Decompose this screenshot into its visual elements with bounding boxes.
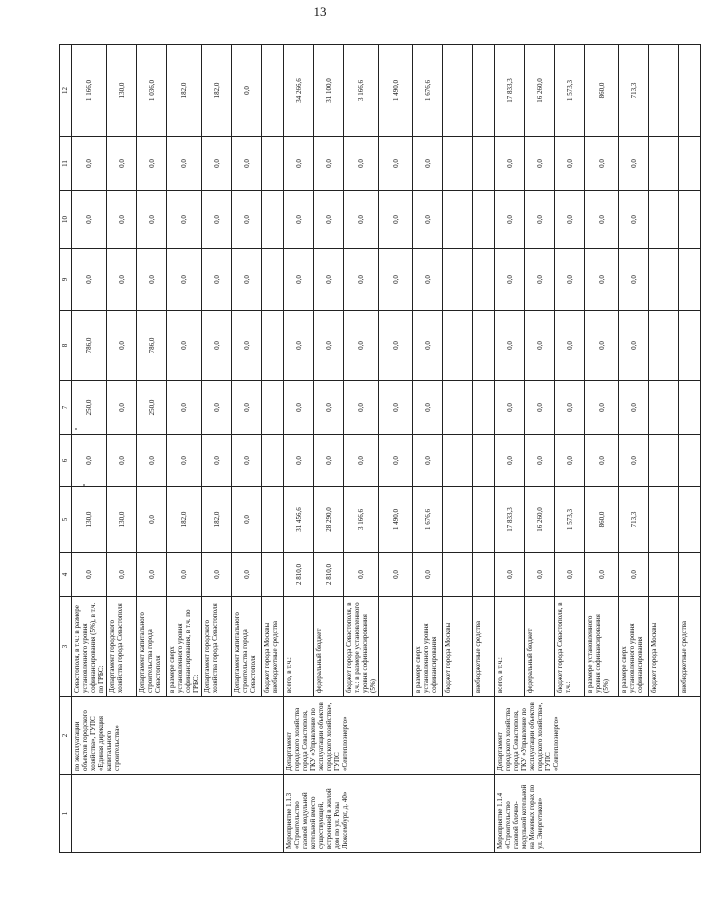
amount-cell: 0,0 xyxy=(107,553,137,597)
amount-cell: 0,0 xyxy=(107,311,137,381)
amount-cell xyxy=(262,381,284,435)
amount-cell: 0,0 xyxy=(413,553,443,597)
amount-cell xyxy=(679,435,701,487)
amount-cell: 0,0 xyxy=(72,191,107,249)
amount-cell: 0,0 xyxy=(344,249,379,311)
funding-source-cell: в размере сверх установленного уровня софинансирования xyxy=(619,597,649,697)
amount-cell: 0,0 xyxy=(167,435,202,487)
amount-cell: 0,0 xyxy=(495,137,525,191)
amount-cell: 0,0 xyxy=(555,249,585,311)
amount-cell: 0,0 xyxy=(619,191,649,249)
amount-cell: 0,0 xyxy=(379,381,413,435)
amount-cell: 0,0 xyxy=(202,553,232,597)
amount-cell: 0,0 xyxy=(585,381,619,435)
amount-cell: 0,0 xyxy=(413,311,443,381)
column-number: 6 xyxy=(60,435,72,487)
amount-cell: 182,0 xyxy=(202,45,232,137)
amount-cell: 130,0 xyxy=(107,487,137,553)
amount-cell: 0,0 xyxy=(314,137,344,191)
funding-source-cell: бюджет города Москвы xyxy=(443,597,473,697)
funding-source-cell: Департамент капитального строительства города Севастополя xyxy=(137,597,167,697)
amount-cell: 0,0 xyxy=(284,381,314,435)
funding-source-cell: внебюджетные средства xyxy=(679,597,701,697)
amount-cell: 0,0 xyxy=(232,311,262,381)
amount-cell: 182,0 xyxy=(167,45,202,137)
amount-cell: 2 810,0 xyxy=(284,553,314,597)
amount-cell: 0,0 xyxy=(202,249,232,311)
amount-cell: 860,0 xyxy=(585,487,619,553)
amount-cell: 0,0 xyxy=(585,435,619,487)
amount-cell: 0,0 xyxy=(555,137,585,191)
table-row xyxy=(72,45,107,853)
amount-cell: 0,0 xyxy=(555,381,585,435)
amount-cell xyxy=(679,191,701,249)
amount-cell: 0,0 xyxy=(585,553,619,597)
amount-cell xyxy=(443,381,473,435)
amount-cell: 0,0 xyxy=(495,435,525,487)
funding-source-cell: бюджет города Севастополя, в т.ч.: в размере установленного уровня софинансирования (5%) xyxy=(344,597,379,697)
amount-cell: 28 290,0 xyxy=(314,487,344,553)
amount-cell: 0,0 xyxy=(555,191,585,249)
amount-cell xyxy=(473,249,495,311)
amount-cell: 0,0 xyxy=(585,249,619,311)
amount-cell xyxy=(262,311,284,381)
amount-cell xyxy=(473,381,495,435)
funding-source-cell: в размере установленного уровня софинансирования (5%) xyxy=(585,597,619,697)
amount-cell: 0,0 xyxy=(495,311,525,381)
amount-cell: 0,0 xyxy=(107,191,137,249)
table-row xyxy=(284,45,314,853)
amount-cell: 0,0 xyxy=(413,191,443,249)
amount-cell: 0,0 xyxy=(137,249,167,311)
amount-cell: 0,0 xyxy=(379,137,413,191)
page-number: 13 xyxy=(313,4,327,19)
amount-cell: 0,0 xyxy=(379,191,413,249)
amount-cell: 0,0 xyxy=(585,311,619,381)
amount-cell: 0,0 xyxy=(202,435,232,487)
funding-source-cell: в размере сверх установленного уровня софинансирования xyxy=(413,597,443,697)
amount-cell: 0,0 xyxy=(232,249,262,311)
amount-cell: 0,0 xyxy=(314,249,344,311)
amount-cell: 0,0 xyxy=(137,487,167,553)
amount-cell xyxy=(443,487,473,553)
amount-cell: 2 810,0 xyxy=(314,553,344,597)
amount-cell xyxy=(443,435,473,487)
amount-cell: 34 266,6 xyxy=(284,45,314,137)
header-row xyxy=(60,45,72,853)
amount-cell xyxy=(649,45,679,137)
amount-cell: 786,0 xyxy=(72,311,107,381)
amount-cell xyxy=(262,553,284,597)
amount-cell: 250,0 xyxy=(137,381,167,435)
amount-cell: 0,0 xyxy=(232,381,262,435)
customer-cell: по эксплуатации объектов городского хозяйства», ГУПС «Единая дирекция капитального строительства» xyxy=(72,697,284,775)
amount-cell: 0,0 xyxy=(314,435,344,487)
amount-cell xyxy=(473,311,495,381)
amount-cell: 0,0 xyxy=(619,137,649,191)
amount-cell: 0,0 xyxy=(107,137,137,191)
amount-cell: 182,0 xyxy=(167,487,202,553)
amount-cell: 0,0 xyxy=(107,249,137,311)
amount-cell: 250,0 xyxy=(72,381,107,435)
column-number: 9 xyxy=(60,249,72,311)
column-number: 3 xyxy=(60,597,72,697)
amount-cell xyxy=(262,191,284,249)
amount-cell: 130,0 xyxy=(107,45,137,137)
funding-source-cell: внебюджетные средства xyxy=(473,597,495,697)
amount-cell: 0,0 xyxy=(167,553,202,597)
amount-cell: 1 676,6 xyxy=(413,487,443,553)
amount-cell xyxy=(473,553,495,597)
table-row xyxy=(495,45,525,853)
amount-cell: 0,0 xyxy=(202,381,232,435)
customer-cell: Департамент городского хозяйства города Севастополя, ГКУ «Управление по эксплуатации объектов городского хозяйства», ГУПС «Севтеплоэнерго» xyxy=(284,697,495,775)
amount-cell: 1 490,0 xyxy=(379,487,413,553)
amount-cell xyxy=(443,311,473,381)
amount-cell xyxy=(679,381,701,435)
amount-cell: 0,0 xyxy=(167,137,202,191)
column-number: 2 xyxy=(60,697,72,775)
amount-cell: 0,0 xyxy=(619,249,649,311)
amount-cell: 0,0 xyxy=(379,553,413,597)
amount-cell: 0,0 xyxy=(525,191,555,249)
funding-source-cell: Департамент городского хозяйства города Севастополя xyxy=(202,597,232,697)
amount-cell: 0,0 xyxy=(137,191,167,249)
amount-cell xyxy=(262,249,284,311)
amount-cell: 0,0 xyxy=(72,553,107,597)
amount-cell xyxy=(262,487,284,553)
amount-cell: 0,0 xyxy=(202,191,232,249)
column-number: 11 xyxy=(60,137,72,191)
amount-cell: 31 100,0 xyxy=(314,45,344,137)
amount-cell xyxy=(473,487,495,553)
amount-cell xyxy=(443,553,473,597)
amount-cell xyxy=(649,553,679,597)
amount-cell: 860,0 xyxy=(585,45,619,137)
amount-cell: 16 260,0 xyxy=(525,45,555,137)
amount-cell: 0,0 xyxy=(619,435,649,487)
amount-cell: 0,0 xyxy=(72,137,107,191)
amount-cell: 0,0 xyxy=(344,553,379,597)
amount-cell: 0,0 xyxy=(284,137,314,191)
event-name-cell xyxy=(72,775,284,853)
amount-cell: 182,0 xyxy=(202,487,232,553)
amount-cell: 0,0 xyxy=(107,381,137,435)
amount-cell: 0,0 xyxy=(555,311,585,381)
amount-cell xyxy=(443,249,473,311)
amount-cell: 0,0 xyxy=(107,435,137,487)
amount-cell xyxy=(649,191,679,249)
amount-cell: 1 573,3 xyxy=(555,487,585,553)
amount-cell: 1 036,0 xyxy=(137,45,167,137)
column-number: 4 xyxy=(60,553,72,597)
amount-cell: 0,0 xyxy=(72,435,107,487)
amount-cell: 0,0 xyxy=(525,381,555,435)
amount-cell: 0,0 xyxy=(525,553,555,597)
funding-source-cell: федеральный бюджет xyxy=(314,597,344,697)
amount-cell: 0,0 xyxy=(137,137,167,191)
amount-cell xyxy=(649,311,679,381)
amount-cell xyxy=(649,137,679,191)
amount-cell: 0,0 xyxy=(525,435,555,487)
amount-cell xyxy=(649,435,679,487)
amount-cell xyxy=(262,137,284,191)
customer-cell: Департамент городского хозяйства города Севастополя, ГКУ «Управление по эксплуатации объектов городского хозяйства», ГУПС «Севтеплоэнерго» xyxy=(495,697,701,775)
amount-cell: 0,0 xyxy=(167,249,202,311)
amount-cell: 0,0 xyxy=(495,381,525,435)
amount-cell: 0,0 xyxy=(585,191,619,249)
amount-cell: 0,0 xyxy=(413,249,443,311)
amount-cell xyxy=(473,45,495,137)
amount-cell: 0,0 xyxy=(525,137,555,191)
amount-cell xyxy=(649,487,679,553)
funding-source-cell: бюджет города Севастополя, в т.ч.: xyxy=(555,597,585,697)
budget-table xyxy=(59,44,701,853)
amount-cell: 31 456,6 xyxy=(284,487,314,553)
amount-cell: 0,0 xyxy=(413,381,443,435)
amount-cell: 0,0 xyxy=(413,435,443,487)
amount-cell: 0,0 xyxy=(495,249,525,311)
amount-cell: 0,0 xyxy=(167,191,202,249)
amount-cell: 0,0 xyxy=(525,249,555,311)
funding-source-cell: Департамент капитального строительства города Севастополя xyxy=(232,597,262,697)
amount-cell xyxy=(679,137,701,191)
amount-cell: 1 166,0 xyxy=(72,45,107,137)
event-name-cell: Мероприятие 1.1.3 «Строительство газовой модульной котельной вместо существующей, встроенной в жилой дом по ул. Розы Люксембург, д. 40» xyxy=(284,775,495,853)
amount-cell: 0,0 xyxy=(314,191,344,249)
amount-cell: 0,0 xyxy=(619,553,649,597)
funding-source-cell xyxy=(379,597,413,697)
amount-cell xyxy=(473,137,495,191)
amount-cell: 0,0 xyxy=(72,249,107,311)
amount-cell: 0,0 xyxy=(232,191,262,249)
event-name-cell: Мероприятие 1.1.4 «Строительство газовой блочно-модульной котельной на Межевых горах по ул. Энергетиков» xyxy=(495,775,701,853)
funding-source-cell: в размере сверх установленного уровня софинансирования, в т.ч. по ГРБС: xyxy=(167,597,202,697)
amount-cell: 0,0 xyxy=(525,311,555,381)
amount-cell: 0,0 xyxy=(232,553,262,597)
amount-cell: 0,0 xyxy=(314,311,344,381)
amount-cell: 0,0 xyxy=(495,553,525,597)
column-number: 10 xyxy=(60,191,72,249)
amount-cell: 0,0 xyxy=(344,137,379,191)
amount-cell: 3 166,6 xyxy=(344,45,379,137)
amount-cell: 0,0 xyxy=(232,45,262,137)
amount-cell: 0,0 xyxy=(495,191,525,249)
amount-cell: 0,0 xyxy=(137,435,167,487)
amount-cell: 3 166,6 xyxy=(344,487,379,553)
amount-cell: 0,0 xyxy=(344,435,379,487)
column-number: 5 xyxy=(60,487,72,553)
funding-source-cell: бюджет города Москвы внебюджетные средства xyxy=(262,597,284,697)
amount-cell xyxy=(679,487,701,553)
amount-cell: 0,0 xyxy=(379,435,413,487)
amount-cell: 0,0 xyxy=(137,553,167,597)
column-number: 1 xyxy=(60,775,72,853)
amount-cell xyxy=(443,191,473,249)
amount-cell: 0,0 xyxy=(284,249,314,311)
column-number: 12 xyxy=(60,45,72,137)
amount-cell: 0,0 xyxy=(585,137,619,191)
amount-cell: 0,0 xyxy=(619,381,649,435)
funding-source-cell: всего, в т.ч.: xyxy=(495,597,525,697)
amount-cell: 0,0 xyxy=(232,435,262,487)
budget-table-rotated xyxy=(59,45,688,853)
amount-cell: 1 573,3 xyxy=(555,45,585,137)
amount-cell: 0,0 xyxy=(314,381,344,435)
amount-cell: 0,0 xyxy=(344,311,379,381)
amount-cell: 0,0 xyxy=(284,191,314,249)
funding-source-cell: бюджет города Москвы xyxy=(649,597,679,697)
funding-source-cell: всего, в т.ч.: xyxy=(284,597,314,697)
amount-cell xyxy=(649,381,679,435)
amount-cell xyxy=(679,249,701,311)
amount-cell: 0,0 xyxy=(202,137,232,191)
amount-cell: 0,0 xyxy=(555,435,585,487)
amount-cell: 1 676,6 xyxy=(413,45,443,137)
amount-cell: 0,0 xyxy=(167,311,202,381)
amount-cell xyxy=(443,45,473,137)
amount-cell xyxy=(679,311,701,381)
amount-cell: 0,0 xyxy=(284,311,314,381)
amount-cell xyxy=(262,435,284,487)
amount-cell xyxy=(443,137,473,191)
amount-cell: 17 833,3 xyxy=(495,487,525,553)
amount-cell xyxy=(649,249,679,311)
amount-cell: 0,0 xyxy=(619,311,649,381)
amount-cell: 713,3 xyxy=(619,45,649,137)
amount-cell: 130,0 xyxy=(72,487,107,553)
amount-cell: 0,0 xyxy=(167,381,202,435)
amount-cell: 0,0 xyxy=(232,487,262,553)
amount-cell: 0,0 xyxy=(232,137,262,191)
funding-source-cell: Севастополя, в т.ч.: в размере установленного уровня софинансирования (5%), в т.ч. по ГРБС: xyxy=(72,597,107,697)
amount-cell: 1 490,0 xyxy=(379,45,413,137)
amount-cell: 0,0 xyxy=(344,191,379,249)
amount-cell: 786,0 xyxy=(137,311,167,381)
amount-cell: 713,3 xyxy=(619,487,649,553)
amount-cell: 16 260,0 xyxy=(525,487,555,553)
amount-cell xyxy=(679,45,701,137)
amount-cell xyxy=(679,553,701,597)
column-number: 7 xyxy=(60,381,72,435)
amount-cell: 0,0 xyxy=(379,249,413,311)
amount-cell: 0,0 xyxy=(379,311,413,381)
funding-source-cell: федеральный бюджет xyxy=(525,597,555,697)
amount-cell xyxy=(473,191,495,249)
amount-cell: 0,0 xyxy=(284,435,314,487)
amount-cell: 0,0 xyxy=(202,311,232,381)
amount-cell xyxy=(262,45,284,137)
funding-source-cell: Департамент городского хозяйства города Севастополя xyxy=(107,597,137,697)
amount-cell: 0,0 xyxy=(555,553,585,597)
amount-cell xyxy=(473,435,495,487)
column-number: 8 xyxy=(60,311,72,381)
amount-cell: 0,0 xyxy=(344,381,379,435)
amount-cell: 0,0 xyxy=(413,137,443,191)
amount-cell: 17 833,3 xyxy=(495,45,525,137)
